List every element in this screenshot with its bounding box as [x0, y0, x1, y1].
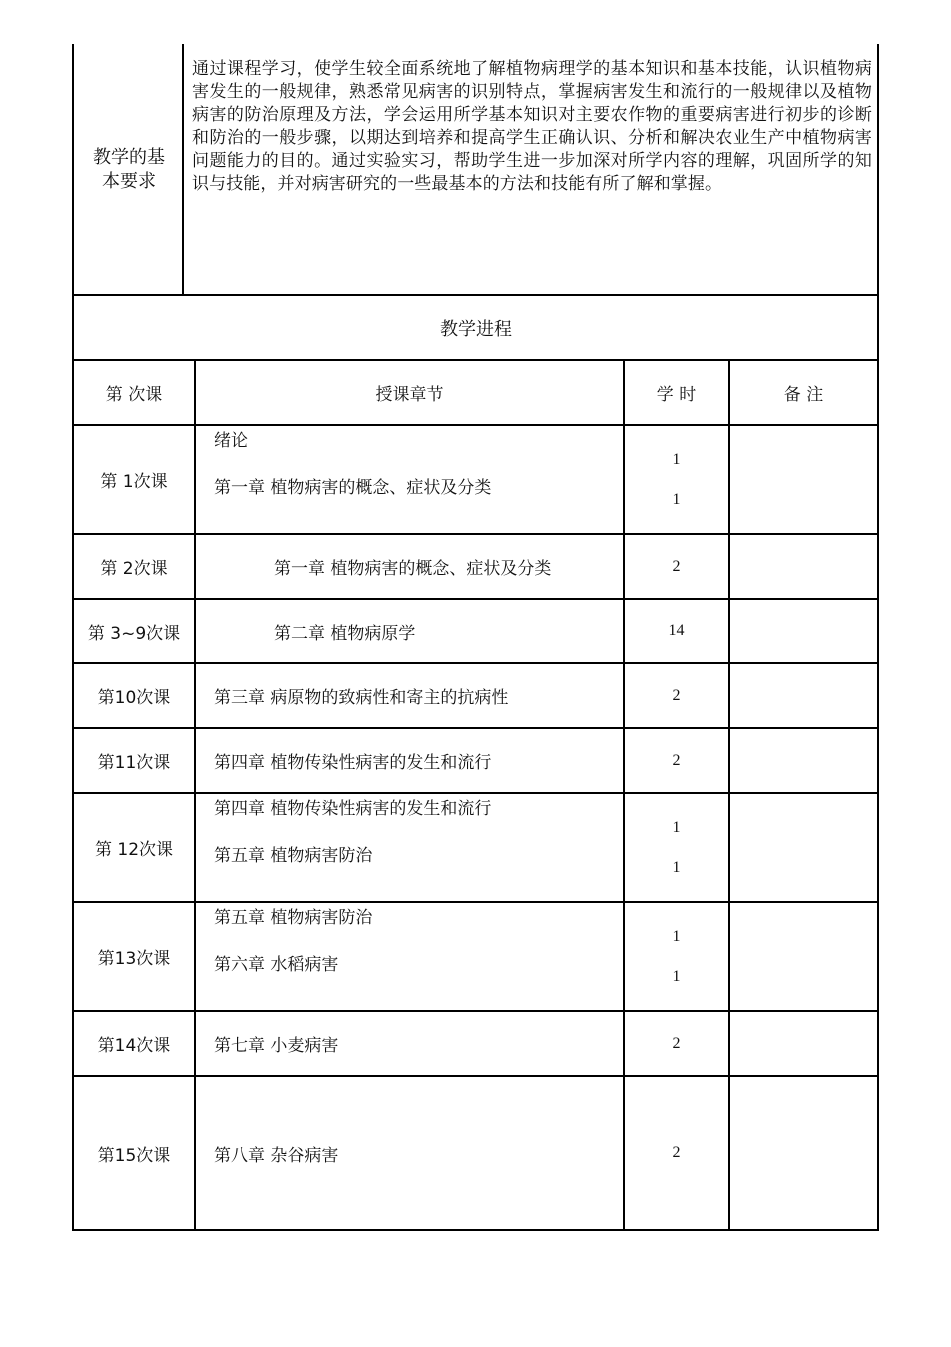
- lesson-cell: 第15次课: [97, 1145, 171, 1166]
- chapter-text: 第一章 植物病害的概念、症状及分类: [214, 478, 492, 498]
- lesson-cell: 第 3~9次课: [87, 623, 181, 644]
- table-border-right: [877, 44, 879, 1231]
- lesson-cell: 第11次课: [97, 753, 171, 773]
- requirements-text: 通过课程学习，使学生较全面系统地了解植物病理学的基本知识和基本技能，认识植物病害发生的一般规律，熟悉常见病害的识别特点，掌握病害发生和流行的一般规律以及植物病害的防治原理及方法，学会运用所学基本知识对主要农作物的重要病害进行初步的诊断和防治的一般步骤，以期达到培养和提高学生正确认识、分析和解决农业生产中植物病害问题能力的目的。通过实验实习，帮助学生进一步加深对所学内容的理解，巩固所学的知识与技能，并对病害研究的一些最基本的方法和技能有所了解和掌握。: [192, 59, 872, 194]
- hours-value: 1: [672, 818, 681, 836]
- lesson-cell: 第 2次课: [100, 559, 168, 579]
- hours-value: 1: [672, 490, 681, 508]
- chapter-cell: [196, 794, 623, 901]
- header-chapter: 授课章节: [375, 385, 444, 405]
- hours-cell: 2: [672, 1144, 681, 1161]
- hours-cell: [625, 794, 728, 901]
- progress-title: 教学进程: [440, 319, 512, 340]
- requirements-label: [74, 146, 184, 194]
- hours-cell: [625, 903, 728, 1010]
- chapter-cell: 第三章 病原物的致病性和寄主的抗病性: [214, 688, 509, 708]
- chapter-cell: 第二章 植物病原学: [274, 623, 416, 644]
- hours-value: 1: [672, 927, 681, 945]
- hours-cell: 2: [672, 686, 681, 704]
- lesson-cell: 第10次课: [97, 688, 171, 708]
- chapter-text: 第四章 植物传染性病害的发生和流行: [214, 799, 492, 819]
- hours-cell: 2: [672, 557, 681, 575]
- lesson-cell: 第14次课: [97, 1036, 171, 1056]
- header-hours: 学 时: [656, 385, 697, 405]
- chapter-cell: [196, 903, 623, 1010]
- hours-cell: [625, 426, 728, 533]
- lesson-cell: 第 12次课: [94, 840, 174, 860]
- chapter-text: 绪论: [214, 431, 248, 451]
- chapter-cell: 第四章 植物传染性病害的发生和流行: [214, 753, 492, 773]
- requirements-label-line1: 教学的基: [93, 147, 165, 168]
- chapter-text: 第五章 植物病害防治: [214, 846, 373, 866]
- chapter-cell: 第八章 杂谷病害: [214, 1145, 339, 1166]
- hours-value: 1: [672, 858, 681, 876]
- hours-cell: 2: [672, 1034, 681, 1052]
- column-divider: [728, 359, 730, 1231]
- chapter-text: 第六章 水稻病害: [214, 955, 339, 975]
- chapter-text: 第五章 植物病害防治: [214, 908, 373, 928]
- requirements-label-line2: 本要求: [102, 171, 156, 192]
- header-lesson: 第 次课: [105, 385, 163, 405]
- chapter-cell: 第七章 小麦病害: [214, 1036, 339, 1056]
- chapter-cell: [196, 426, 623, 533]
- hours-value: 1: [672, 967, 681, 985]
- hours-value: 1: [672, 450, 681, 468]
- header-notes: 备 注: [783, 385, 824, 405]
- lesson-cell: 第13次课: [97, 949, 171, 969]
- lesson-cell: 第 1次课: [100, 472, 168, 492]
- chapter-cell: 第一章 植物病害的概念、症状及分类: [274, 559, 552, 579]
- hours-cell: 2: [672, 751, 681, 769]
- hours-cell: 14: [668, 622, 685, 639]
